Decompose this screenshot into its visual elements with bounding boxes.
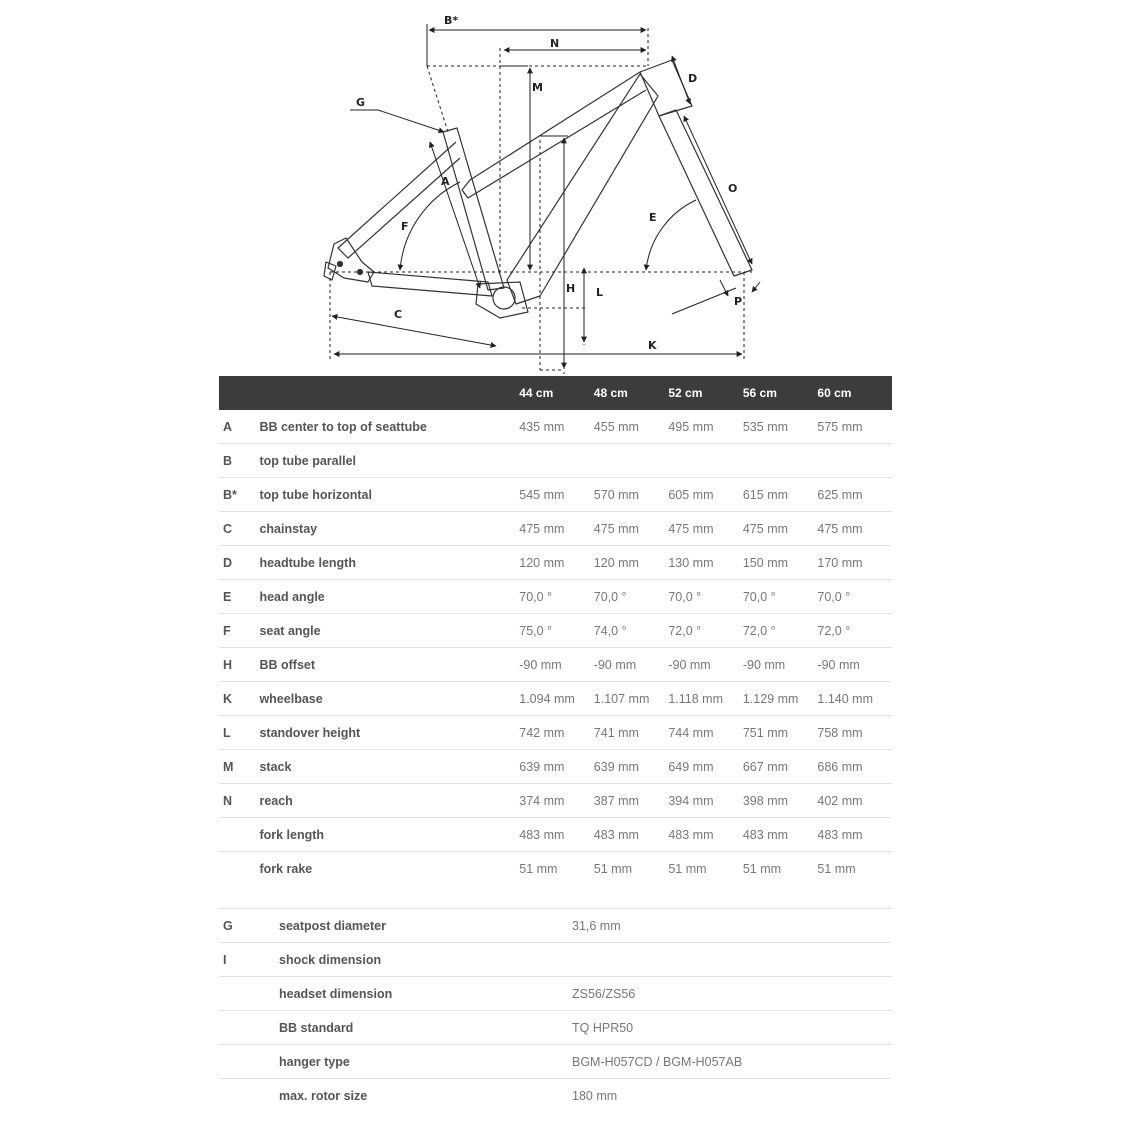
header-code-col	[219, 376, 259, 410]
row-code: F	[219, 614, 259, 648]
row-value: -90 mm	[817, 648, 892, 682]
row-value: 483 mm	[668, 818, 743, 852]
row-value: 130 mm	[668, 546, 743, 580]
row-value: 475 mm	[817, 512, 892, 546]
row-value	[519, 444, 594, 478]
spec-code: I	[219, 943, 279, 977]
row-value: 570 mm	[594, 478, 669, 512]
row-value: 639 mm	[519, 750, 594, 784]
row-value: -90 mm	[519, 648, 594, 682]
spec-value: BGM-H057CD / BGM-H057AB	[572, 1045, 892, 1079]
table-row	[219, 580, 892, 614]
table-row	[219, 943, 892, 977]
header-size-60: 60 cm	[817, 376, 892, 410]
toptube	[462, 72, 646, 198]
row-value: 575 mm	[817, 410, 892, 444]
dim-a	[430, 142, 480, 288]
diagram-label-m: M	[532, 81, 543, 94]
row-label: BB center to top of seattube	[259, 410, 519, 444]
diagram-label-bstar: B*	[444, 14, 459, 27]
row-value: 475 mm	[743, 512, 818, 546]
spec-value: TQ HPR50	[572, 1011, 892, 1045]
row-value: 1.118 mm	[668, 682, 743, 716]
row-label: reach	[259, 784, 519, 818]
row-code: K	[219, 682, 259, 716]
table-row	[219, 546, 892, 580]
row-label: top tube parallel	[259, 444, 519, 478]
row-code	[219, 852, 259, 886]
row-label: head angle	[259, 580, 519, 614]
spec-value: ZS56/ZS56	[572, 977, 892, 1011]
seattube	[443, 128, 504, 290]
spec-code	[219, 1045, 279, 1079]
row-value: 1.094 mm	[519, 682, 594, 716]
table-row	[219, 1045, 892, 1079]
row-value: 758 mm	[817, 716, 892, 750]
row-value: 625 mm	[817, 478, 892, 512]
row-value: 435 mm	[519, 410, 594, 444]
row-value: 51 mm	[817, 861, 856, 876]
row-code: M	[219, 750, 259, 784]
row-value: 744 mm	[668, 716, 743, 750]
table-row	[219, 977, 892, 1011]
row-value: 72,0 °	[743, 614, 818, 648]
row-code: H	[219, 648, 259, 682]
diagram-label-d: D	[688, 72, 698, 85]
row-value: 535 mm	[743, 410, 818, 444]
row-value: 495 mm	[668, 410, 743, 444]
component-spec-table	[219, 908, 892, 1112]
row-label: top tube horizontal	[259, 478, 519, 512]
row-value: 667 mm	[743, 750, 818, 784]
spec-value	[572, 943, 892, 977]
row-value: 51 mm	[593, 861, 632, 876]
table-row	[219, 1011, 892, 1045]
row-value: 483 mm	[594, 818, 669, 852]
row-value: 398 mm	[743, 784, 818, 818]
diagram-label-p: P	[734, 295, 743, 308]
row-label: fork rake	[259, 861, 313, 876]
row-value: 70,0 °	[817, 580, 892, 614]
diagram-label-e: E	[649, 211, 657, 224]
header-label-col	[259, 376, 519, 410]
row-code: D	[219, 546, 259, 580]
header-size-44: 44 cm	[519, 376, 594, 410]
spec-code	[219, 1011, 279, 1045]
row-value: 741 mm	[594, 716, 669, 750]
seatstay	[338, 142, 460, 258]
table-row	[219, 410, 892, 444]
spec-code	[219, 977, 279, 1011]
row-value: 70,0 °	[743, 580, 818, 614]
table-row	[219, 784, 892, 818]
row-value: 70,0 °	[594, 580, 669, 614]
header-size-52: 52 cm	[668, 376, 743, 410]
table-row	[219, 750, 892, 784]
row-value: 394 mm	[668, 784, 743, 818]
spec-code	[219, 1079, 279, 1113]
diagram-label-n: N	[550, 37, 560, 50]
row-value: 686 mm	[817, 750, 892, 784]
spec-label: headset dimension	[279, 977, 572, 1011]
row-value: 51 mm	[742, 861, 782, 876]
row-value: 387 mm	[594, 784, 669, 818]
table-row	[219, 1079, 892, 1113]
row-value: 475 mm	[519, 512, 594, 546]
diagram-label-f: F	[401, 220, 409, 233]
row-value	[668, 444, 743, 478]
row-value: 475 mm	[668, 512, 743, 546]
row-code: L	[219, 716, 259, 750]
table-row	[219, 444, 892, 478]
table-row	[219, 818, 892, 852]
diagram-label-c: C	[394, 308, 403, 321]
table-row	[219, 614, 892, 648]
row-code	[219, 818, 259, 852]
row-label: headtube length	[259, 546, 519, 580]
row-value	[743, 444, 818, 478]
row-value: -90 mm	[594, 648, 669, 682]
row-value: 70,0 °	[668, 580, 743, 614]
row-value: -90 mm	[668, 648, 743, 682]
arc-f	[400, 182, 460, 270]
row-value: 74,0 °	[594, 614, 669, 648]
row-value: 1.140 mm	[817, 682, 892, 716]
geometry-table	[219, 376, 892, 885]
frame-geometry-diagram	[318, 8, 768, 374]
spec-label: BB standard	[279, 1011, 572, 1045]
row-label: BB offset	[259, 648, 519, 682]
row-label: standover height	[259, 716, 519, 750]
row-code: C	[219, 512, 259, 546]
row-value: 170 mm	[817, 546, 892, 580]
spec-label: max. rotor size	[279, 1088, 368, 1103]
row-value: 51 mm	[668, 861, 707, 876]
row-value: 402 mm	[817, 784, 892, 818]
row-label: wheelbase	[259, 682, 519, 716]
row-code: B	[219, 444, 259, 478]
row-code: B*	[219, 478, 259, 512]
row-value	[594, 444, 669, 478]
table-row	[219, 852, 892, 886]
table-row	[219, 648, 892, 682]
diagram-label-g: G	[356, 96, 366, 109]
row-value: 51 mm	[519, 861, 558, 876]
row-value: 72,0 °	[817, 614, 892, 648]
row-value: 483 mm	[743, 818, 818, 852]
row-label: chainstay	[259, 512, 519, 546]
row-value: 605 mm	[668, 478, 743, 512]
row-value	[817, 444, 892, 478]
table-row	[219, 512, 892, 546]
row-code: E	[219, 580, 259, 614]
diagram-label-a: A	[441, 175, 450, 188]
table-row	[219, 909, 892, 943]
row-label: fork length	[259, 818, 519, 852]
row-value: 475 mm	[594, 512, 669, 546]
dropout	[328, 238, 374, 282]
row-value: 455 mm	[594, 410, 669, 444]
spec-label: shock dimension	[279, 943, 572, 977]
row-value: -90 mm	[743, 648, 818, 682]
row-value: 70,0 °	[519, 580, 594, 614]
diagram-label-o: O	[728, 182, 738, 195]
spec-label: hanger type	[279, 1045, 572, 1079]
fork	[659, 110, 752, 276]
row-label: seat angle	[259, 614, 519, 648]
table-row	[219, 682, 892, 716]
table-row	[219, 478, 892, 512]
row-value: 1.107 mm	[594, 682, 669, 716]
row-value: 75,0 °	[519, 614, 594, 648]
row-value: 1.129 mm	[743, 682, 818, 716]
row-value: 545 mm	[519, 478, 594, 512]
spec-code: G	[219, 909, 279, 943]
row-value: 72,0 °	[668, 614, 743, 648]
row-value: 615 mm	[743, 478, 818, 512]
row-value: 639 mm	[594, 750, 669, 784]
row-value: 120 mm	[519, 546, 594, 580]
row-value: 751 mm	[743, 716, 818, 750]
header-size-48: 48 cm	[594, 376, 669, 410]
spec-value: 180 mm	[572, 1088, 618, 1103]
row-value: 483 mm	[519, 818, 594, 852]
table-row	[219, 716, 892, 750]
diagram-label-h: H	[566, 282, 576, 295]
header-size-56: 56 cm	[743, 376, 818, 410]
row-value: 120 mm	[594, 546, 669, 580]
row-value: 150 mm	[743, 546, 818, 580]
row-value: 483 mm	[817, 818, 892, 852]
dim-c	[332, 316, 496, 346]
row-value: 742 mm	[519, 716, 594, 750]
row-value: 649 mm	[668, 750, 743, 784]
row-code: N	[219, 784, 259, 818]
row-label: stack	[259, 750, 519, 784]
diagram-label-l: L	[596, 286, 604, 299]
geometry-header-row	[219, 376, 892, 410]
spec-value: 31,6 mm	[572, 909, 892, 943]
chainstay	[368, 272, 492, 296]
spec-label: seatpost diameter	[279, 909, 572, 943]
row-value: 374 mm	[519, 784, 594, 818]
row-code: A	[219, 410, 259, 444]
diagram-label-k: K	[648, 339, 657, 352]
